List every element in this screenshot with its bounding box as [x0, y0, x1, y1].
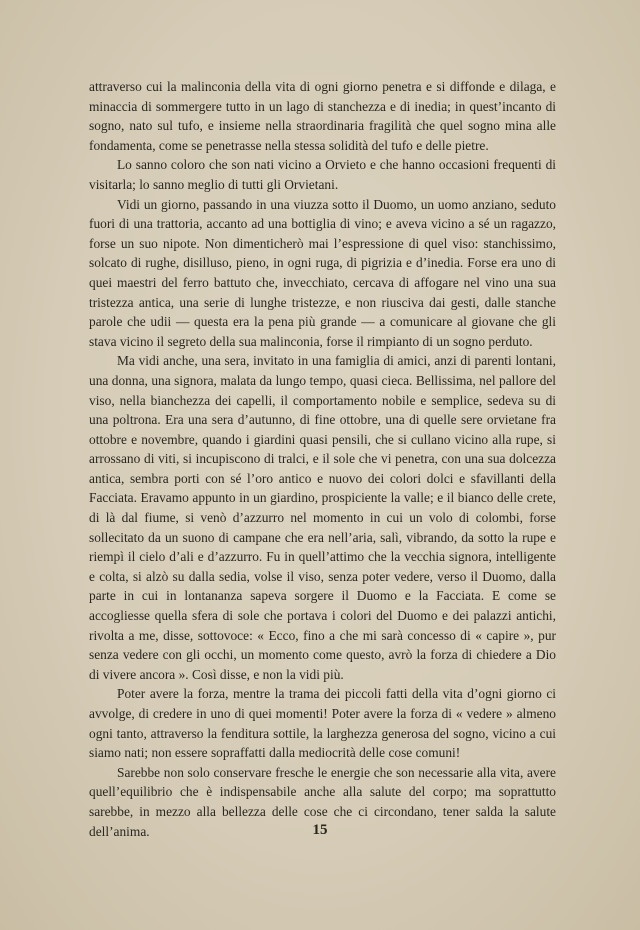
paragraph-6: Sarebbe non solo conservare fresche le energie che son necessarie alla vita, avere quell’equilibrio che è indispensabile anche alla salute del corpo; ma soprattutto sarebbe, in mezzo alla bellezza delle cose che ci circondano, tener salda la salute dell’anima.: [89, 764, 556, 839]
paragraph-1: attraverso cui la malinconia della vita di ogni giorno penetra e si diffonde e dilaga, e minaccia di sommergere tutto in un lago di stanchezza e di inedia; in quest’incanto di sogno, nato sul tufo, e insieme nella straordinaria fragilità che quel sogno mina alle fondamenta, come se penetrasse nella stessa solidità del tufo e delle pietre.: [89, 79, 556, 153]
page-number: 15: [312, 822, 328, 838]
paragraph-2: Lo sanno coloro che son nati vicino a Orvieto e che hanno occasioni frequenti di visitarla; lo sanno meglio di tutti gli Orvietani.: [89, 157, 556, 192]
paragraph-5: Poter avere la forza, mentre la trama dei piccoli fatti della vita d’ogni giorno ci avvolge, di credere in uno di quei momenti! Poter avere la forza di « vedere » almeno ogni tanto, attraverso la fenditura sottile, la larghezza generosa del sogno, vicino a cui siamo nati; non essere sopraffatti dalla mediocrità delle cose comuni!: [89, 686, 556, 761]
paragraph-4: Ma vidi anche, una sera, invitato in una famiglia di amici, anzi di parenti lontani, una donna, una signora, malata da lungo tempo, quasi cieca. Bellissima, nel pallore del viso, nella bianchezza dei capelli, il comportamento nobile e semplice, sedeva su di una poltrona. Era una sera d’autunno, di fine ottobre, una di quelle sere orvietane fra ottobre e novembre, quando i giardini quasi pensili, che si cullano vicino alla rupe, si arrossano di viti, si incupiscono di tralci, e il sole che vi penetra, con una sua dolcezza antica, sembra porti con sé l’oro antico e nuovo dei colori dolci e sfavillanti della Facciata. Eravamo appunto in un giardino, prospiciente la valle; e il bianco delle crete, di là dal fiume, si venò d’azzurro nel momento in cui un volo di colombi, forse sollecitato da un suono di campane che era nell’aria, salì, vibrando, da sotto la rupe e riempì il cielo d’ali e d’azzurro. Fu in quell’attimo che la vecchia signora, intelligente e colta, si alzò su dalla sedia, volse il viso, senza poter vedere, verso il Duomo, dalla parte in cui in lontananza sapeva sorgere il Duomo e la Facciata. E come se accogliesse quella sfera di sole che portava i colori del Duomo e dei palazzi antichi, rivolta a me, disse, sottovoce: « Ecco, fino a che mi sarà concesso di « capire », pur senza vedere con gli occhi, un momento come questo, avrò la forza di chiedere a Dio di vivere ancora ». Così disse, e non la vidi più.: [89, 353, 556, 682]
body-text: [89, 77, 556, 841]
paragraph-3: Vidi un giorno, passando in una viuzza sotto il Duomo, un uomo anziano, seduto fuori di una trattoria, accanto ad una bottiglia di vino; e aveva vicino a sé un ragazzo, forse un suo nipote. Non dimenticherò mai l’espressione di quel viso: stanchissimo, solcato di rughe, disilluso, pieno, in ogni ruga, di pigrizia e d’inedia. Forse era uno di quei maestri del ferro battuto che, invecchiato, cercava di affogare nel vino una sua tristezza antica, una serie di lunghe tristezze, e non riusciva dai gesti, dalle stanche parole che udii — questa era la pena più grande — a comunicare al giovane che gli stava vicino il segreto della sua malinconia, forse il rimpianto di un sogno perduto.: [89, 196, 556, 349]
